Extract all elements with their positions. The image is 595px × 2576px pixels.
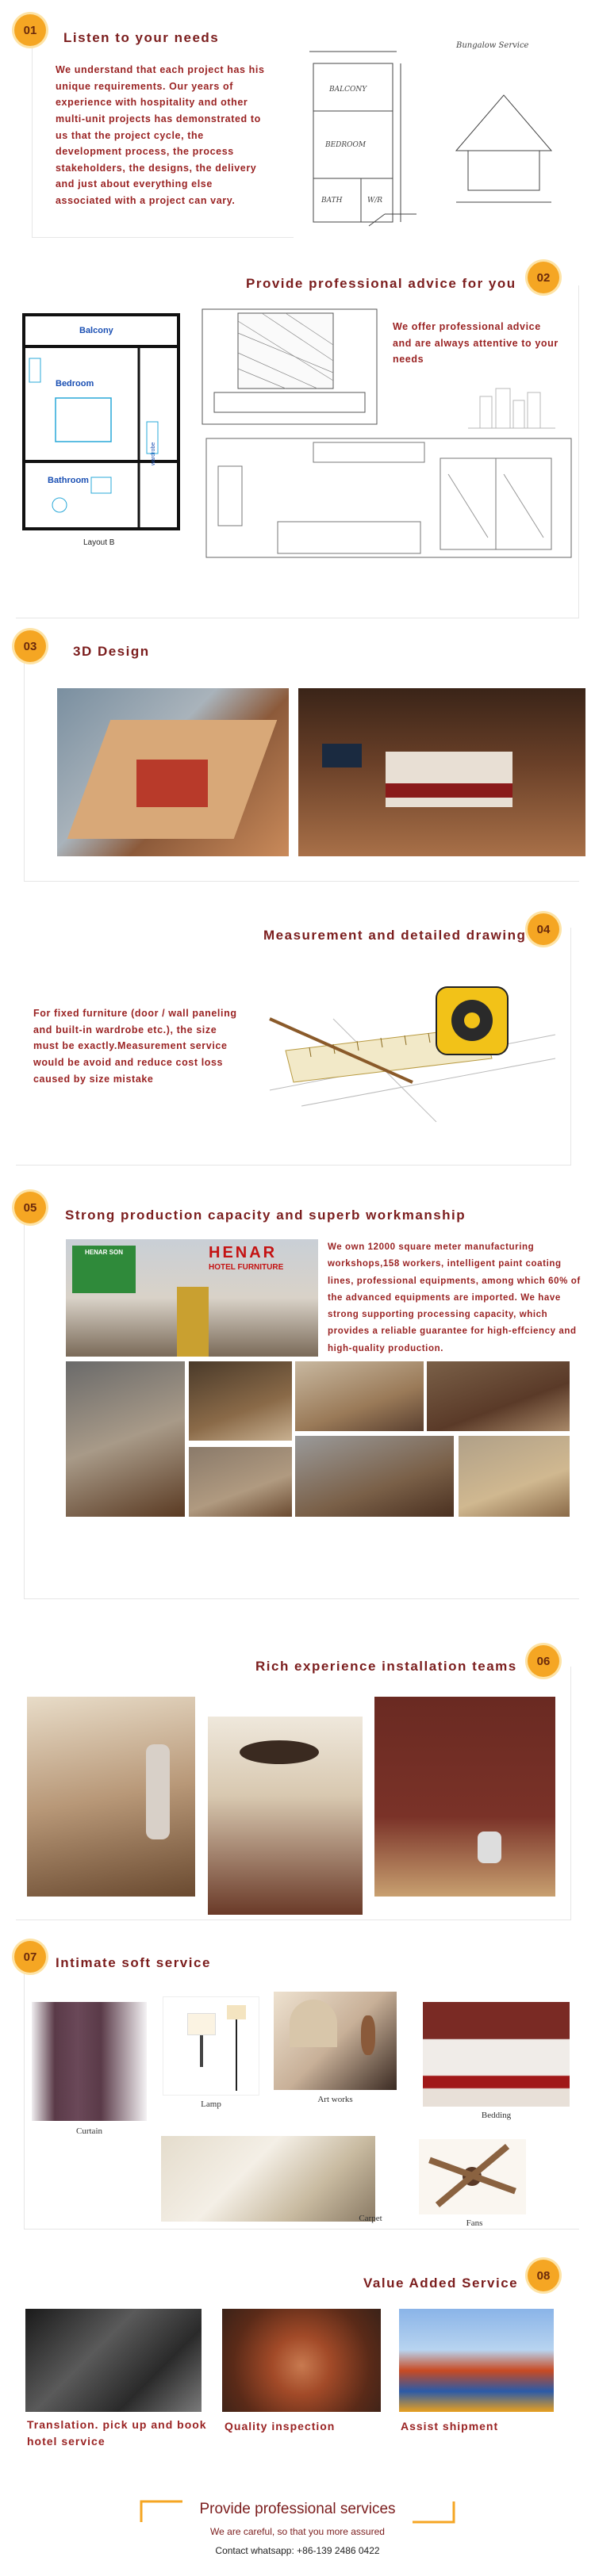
sketch-label: BALCONY bbox=[329, 86, 367, 94]
product-caption: Lamp bbox=[201, 2099, 221, 2109]
sketch-label: W/R bbox=[367, 197, 383, 205]
plan-label: wardrobe bbox=[151, 442, 156, 465]
section-3d-design bbox=[0, 626, 595, 888]
section-installation bbox=[0, 1610, 595, 1927]
factory-building-photo bbox=[66, 1239, 318, 1357]
factory-sign: HENAR bbox=[209, 1244, 278, 1261]
installation-photo bbox=[374, 1697, 555, 1897]
shipment-photo bbox=[399, 2309, 554, 2412]
section-body: For fixed furniture (door / wall paneling and built-in wardrobe etc.), the size must be exactly.Measurement service would be avoid and reduce cost loss caused by size mistake bbox=[33, 1008, 237, 1085]
sketch-label: BATH bbox=[321, 197, 343, 205]
city-sketch-icon bbox=[464, 381, 559, 436]
carpet-photo bbox=[161, 2136, 375, 2222]
lamp-photo bbox=[163, 1996, 259, 2096]
workshop-photo bbox=[459, 1436, 570, 1517]
translation-service-photo bbox=[25, 2309, 202, 2412]
workshop-photo bbox=[189, 1361, 292, 1441]
section-advice bbox=[0, 254, 595, 626]
section-title: Measurement and detailed drawing bbox=[263, 928, 527, 943]
plan-label: Layout B bbox=[83, 538, 115, 547]
workshop-photo bbox=[295, 1436, 454, 1517]
section-body: We own 12000 square meter manufacturing workshops,158 workers, intelligent paint coating lines, professional equipments, among which 60% of the advanced equipments are imported. We have strong supporting processing capacity, which provides a reliable guarantee for high-effciency and high-quality production. bbox=[328, 1242, 581, 1353]
section-value-added bbox=[0, 2252, 595, 2466]
service-caption: Quality inspection bbox=[225, 2420, 336, 2432]
quality-inspection-photo bbox=[222, 2309, 381, 2412]
section-title: Strong production capacity and superb workmanship bbox=[65, 1208, 466, 1223]
service-caption: Translation. pick up and book hotel service bbox=[27, 2418, 207, 2448]
bungalow-sketch bbox=[298, 32, 583, 246]
section-title: Intimate soft service bbox=[56, 1955, 211, 1970]
footer-title: Provide professional services bbox=[199, 2501, 396, 2517]
section-body: We understand that each project has his unique requirements. Our years of experience with hospitality and other multi-unit projects has demonstrated to us that the project cycle, the development process, the process stakeholders, the designs, the delivery and just about everything else associated with a project can vary. bbox=[56, 64, 265, 206]
workshop-photo bbox=[66, 1361, 185, 1517]
step-badge: 05 bbox=[14, 1192, 46, 1223]
section-title: 3D Design bbox=[73, 644, 150, 659]
furniture-elevation-drawing bbox=[202, 434, 575, 561]
step-badge: 07 bbox=[14, 1941, 46, 1973]
product-caption: Bedding bbox=[481, 2111, 512, 2120]
step-badge: 04 bbox=[528, 913, 559, 945]
plan-label: Balcony bbox=[79, 326, 113, 335]
floor-plan bbox=[20, 311, 182, 549]
section-body: We offer professional advice and are always attentive to your needs bbox=[393, 321, 559, 366]
section-listen bbox=[0, 0, 595, 254]
section-title: Provide professional advice for you bbox=[246, 276, 516, 291]
product-caption: Fans bbox=[466, 2218, 483, 2228]
footer-subtitle: We are careful, so that you more assured bbox=[210, 2526, 385, 2537]
section-production bbox=[0, 1185, 595, 1606]
plan-label: Bathroom bbox=[48, 476, 89, 485]
workshop-photo bbox=[295, 1361, 424, 1431]
banner-text: HENAR SON bbox=[72, 1246, 136, 1293]
tape-measure-drawing bbox=[254, 971, 571, 1130]
service-caption: Assist shipment bbox=[401, 2420, 499, 2432]
step-badge: 08 bbox=[528, 2260, 559, 2291]
workshop-photo bbox=[427, 1361, 570, 1431]
sketch-label: BEDROOM bbox=[325, 141, 367, 149]
section-soft-service bbox=[0, 1935, 595, 2236]
wall-elevation-drawing bbox=[198, 305, 381, 428]
hotel-bedroom-render-photo bbox=[298, 688, 585, 856]
installation-photo bbox=[208, 1717, 363, 1915]
product-caption: Curtain bbox=[76, 2126, 102, 2136]
curtain-photo bbox=[32, 2002, 147, 2121]
workshop-photo bbox=[189, 1447, 292, 1517]
section-title: Listen to your needs bbox=[63, 30, 220, 45]
step-badge: 06 bbox=[528, 1645, 559, 1677]
plan-label: Bedroom bbox=[56, 379, 94, 389]
step-badge: 01 bbox=[14, 14, 46, 46]
bedding-photo bbox=[423, 2002, 570, 2107]
step-badge: 02 bbox=[528, 262, 559, 293]
step-badge: 03 bbox=[14, 630, 46, 662]
section-title: Rich experience installation teams bbox=[255, 1659, 517, 1674]
ceiling-fan-photo bbox=[419, 2139, 526, 2214]
footer bbox=[0, 2490, 595, 2576]
3d-render-room-photo bbox=[57, 688, 289, 856]
factory-sign-sub: HOTEL FURNITURE bbox=[209, 1263, 284, 1272]
installation-photo bbox=[27, 1697, 195, 1897]
art-works-photo bbox=[274, 1992, 397, 2090]
section-title: Value Added Service bbox=[363, 2276, 519, 2291]
section-measurement bbox=[0, 904, 595, 1173]
product-caption: Art works bbox=[317, 2095, 353, 2104]
sketch-label: Bungalow Service bbox=[456, 41, 529, 50]
footer-contact: Contact whatsapp: +86-139 2486 0422 bbox=[215, 2545, 380, 2556]
product-caption: Carpet bbox=[359, 2214, 382, 2223]
